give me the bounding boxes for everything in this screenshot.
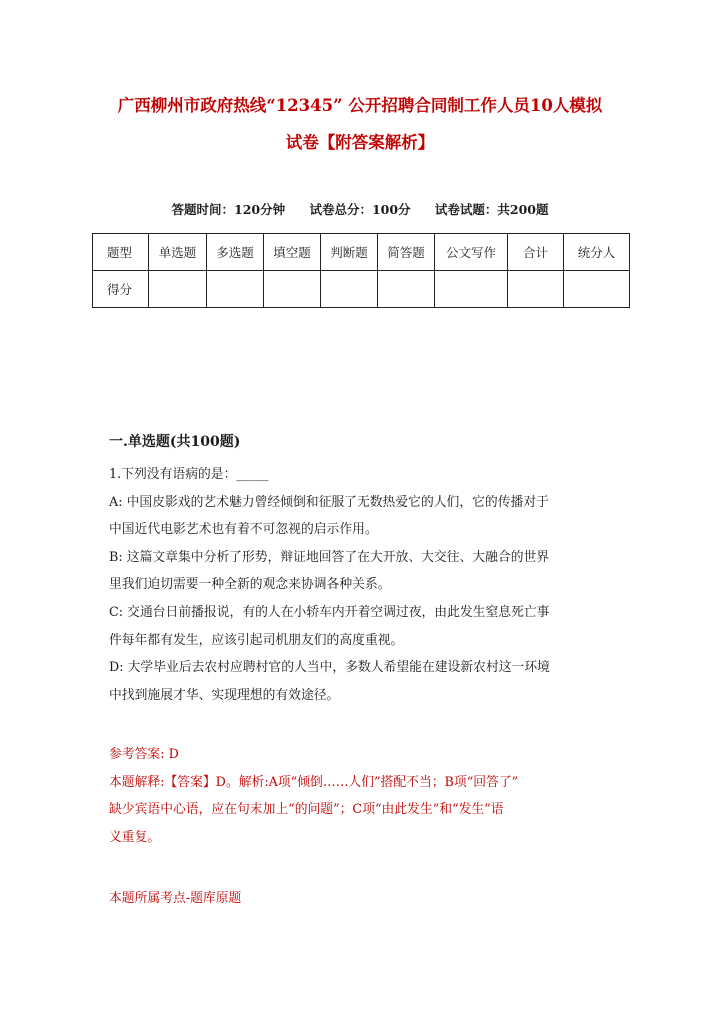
score-header-cell: 公文写作 xyxy=(435,234,508,271)
option-b-line2: 里我们迫切需要一种全新的观念来协调各种关系。 xyxy=(109,577,391,593)
score-cell xyxy=(508,271,564,308)
knowledge-point: 本题所属考点-题库原题 xyxy=(109,891,242,906)
reference-answer: 参考答案: D xyxy=(109,747,179,762)
score-cell xyxy=(435,271,508,308)
explanation-line2: 缺少宾语中心语，应在句末加上“的问题”；C项“由此发生”和“发生”语 xyxy=(109,802,504,818)
exam-question-count: 试卷试题：共200题 xyxy=(434,202,549,217)
document-title-line2: 试卷【附答案解析】 xyxy=(285,133,435,152)
option-c-line1: C: 交通台日前播报说，有的人在小轿车内开着空调过夜，由此发生窒息死亡事 xyxy=(109,604,550,620)
score-header-cell: 填空题 xyxy=(264,234,321,271)
score-table-header-row xyxy=(93,234,630,271)
score-table-row xyxy=(93,271,630,308)
explanation-line1: 本题解释:【答案】D。解析:A项“倾倒……人们”搭配不当；B项“回答了” xyxy=(109,774,519,790)
score-header-cell: 合计 xyxy=(508,234,564,271)
score-cell xyxy=(264,271,321,308)
option-a-line1: A: 中国皮影戏的艺术魅力曾经倾倒和征服了无数热爱它的人们，它的传播对于 xyxy=(109,494,549,510)
explanation-line3: 义重复。 xyxy=(109,829,161,845)
score-cell xyxy=(564,271,630,308)
option-d-line2: 中找到施展才华、实现理想的有效途径。 xyxy=(109,687,340,703)
score-cell xyxy=(149,271,207,308)
score-table xyxy=(92,233,630,308)
exam-meta xyxy=(0,200,720,218)
section-title: 一.单选题(共100题) xyxy=(109,434,241,450)
option-b-line1: B: 这篇文章集中分析了形势，辩证地回答了在大开放、大交往、大融合的世界 xyxy=(109,549,550,565)
score-cell xyxy=(378,271,435,308)
score-header-cell: 单选题 xyxy=(149,234,207,271)
score-header-cell: 判断题 xyxy=(321,234,378,271)
option-a-line2: 中国近代电影艺术也有着不可忽视的启示作用。 xyxy=(109,522,378,538)
option-d-line1: D: 大学毕业后去农村应聘村官的人当中，多数人希望能在建设新农村这一环境 xyxy=(109,660,550,676)
score-header-cell: 简答题 xyxy=(378,234,435,271)
option-c-line2: 件每年都有发生，应该引起司机朋友们的高度重视。 xyxy=(109,632,404,648)
score-cell xyxy=(321,271,378,308)
score-cell xyxy=(207,271,264,308)
question-block xyxy=(109,461,619,709)
score-header-cell: 多选题 xyxy=(207,234,264,271)
exam-total-score: 试卷总分：100分 xyxy=(309,202,411,217)
answer-block xyxy=(109,741,619,851)
score-header-cell: 统分人 xyxy=(564,234,630,271)
score-row-label: 得分 xyxy=(93,271,149,308)
question-stem: 1.下列没有语病的是：_____ xyxy=(109,467,269,482)
score-header-cell: 题型 xyxy=(93,234,149,271)
knowledge-point-block xyxy=(109,885,619,913)
exam-time: 答题时间：120分钟 xyxy=(171,202,286,217)
document-title-line1: 广西柳州市政府热线“12345” 公开招聘合同制工作人员10人模拟 xyxy=(117,96,603,115)
